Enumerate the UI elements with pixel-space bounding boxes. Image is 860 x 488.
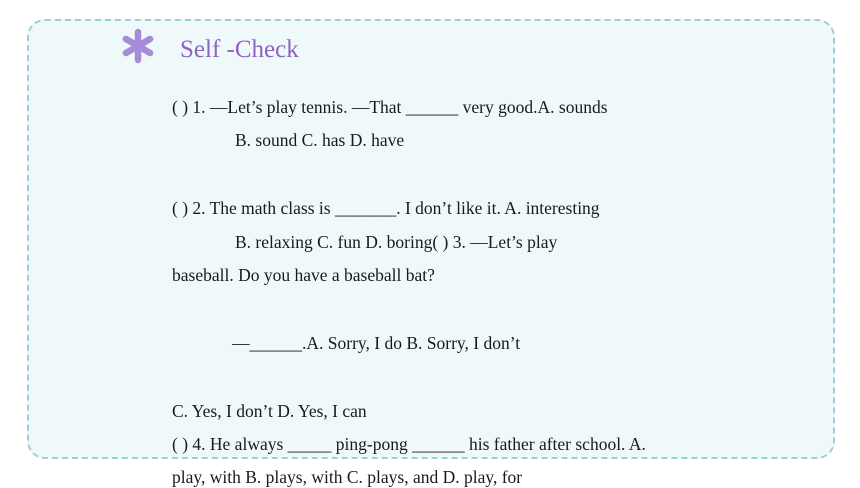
question-3-options-a: —______.A. Sorry, I do B. Sorry, I don’t (232, 333, 521, 353)
page-title: Self -Check (180, 36, 299, 63)
asterisk-star-icon (118, 26, 158, 66)
question-2-options: B. relaxing C. fun D. boring( ) 3. —Let’s play (235, 232, 558, 252)
question-4-text: ( ) 4. He always _____ ping-pong ______ his father after school. A. (172, 434, 646, 454)
question-1-options: B. sound C. has D. have (235, 130, 405, 150)
question-3-options-b: C. Yes, I don’t D. Yes, I can (172, 401, 367, 421)
question-2-text: ( ) 2. The math class is _______. I don’t like it. A. interesting (172, 198, 600, 218)
question-3-text: baseball. Do you have a baseball bat? (172, 265, 435, 285)
question-1-text: ( ) 1. —Let’s play tennis. —That ______ very good.A. sounds (172, 97, 608, 117)
question-4-options: play, with B. plays, with C. plays, and D. play, for (172, 467, 523, 487)
